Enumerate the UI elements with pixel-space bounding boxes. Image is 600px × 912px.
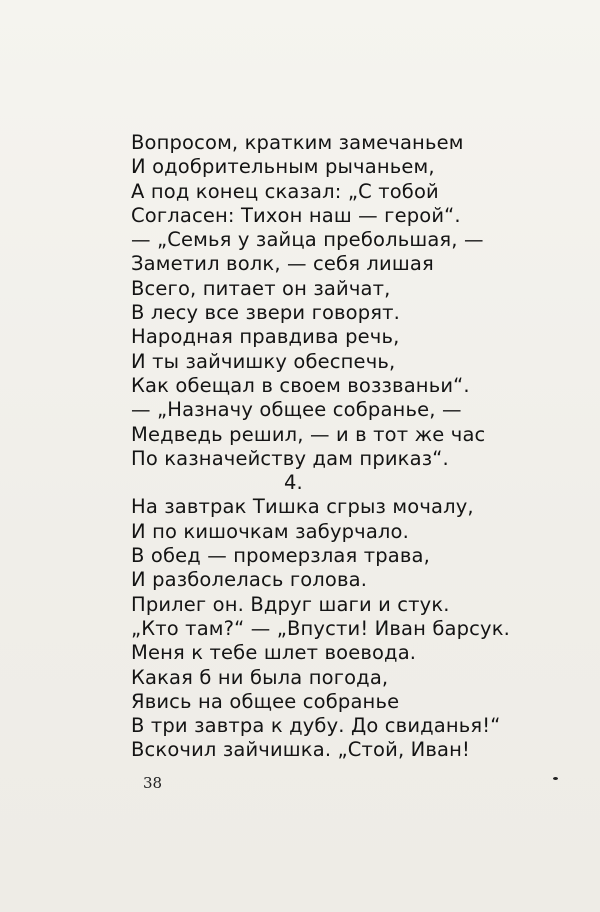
poem-line: В лесу все звери говорят. <box>131 301 401 325</box>
poem-line: Как обещал в своем воззваньи“. <box>131 373 470 397</box>
ink-speck <box>553 777 558 780</box>
poem-line: И по кишочкам забурчало. <box>131 519 409 543</box>
poem-line: В три завтра к дубу. До свиданья!“ <box>131 714 501 738</box>
poem-line: И разболелась голова. <box>131 568 368 592</box>
poem-line: Прилег он. Вдруг шаги и стук. <box>131 592 450 616</box>
poem-line: Всего, питает он зайчат, <box>131 276 391 300</box>
poem-line: Вопросом, кратким замечаньем <box>131 131 464 154</box>
page-number: 38 <box>143 774 163 792</box>
section-number: 4. <box>284 471 303 495</box>
poem-line: Заметил волк, — себя лишая <box>131 252 434 276</box>
poem-line: Вскочил зайчишка. „Стой, Иван! <box>131 738 470 762</box>
poem-line: Какая б ни была погода, <box>131 665 389 689</box>
poem-line: Народная правдива речь, <box>131 325 400 349</box>
poem-line: И ты зайчишку обеспечь, <box>131 349 396 373</box>
poem-line: Явись на общее собранье <box>131 689 400 713</box>
poem-line: И одобрительным рычаньем, <box>131 155 435 179</box>
poem-line: А под конец сказал: „С тобой <box>131 179 439 203</box>
poem-line: По казначейству дам приказ“. <box>131 446 449 470</box>
poem-line: Медведь решил, — и в тот же час <box>131 422 486 446</box>
poem-line: — „Семья у зайца пребольшая, — <box>131 228 484 252</box>
poem-line: Меня к тебе шлет воевода. <box>131 641 417 665</box>
poem-line: — „Назначу общее собранье, — <box>131 398 462 422</box>
poem-line: „Кто там?“ — „Впусти! Иван барсук. <box>131 616 511 640</box>
poem-line: В обед — промерзлая трава, <box>131 544 430 568</box>
poem-line: Согласен: Тихон наш — герой“. <box>131 203 461 227</box>
poem-text <box>131 131 571 763</box>
poem-line: На завтрак Тишка сгрыз мочалу, <box>131 495 474 519</box>
